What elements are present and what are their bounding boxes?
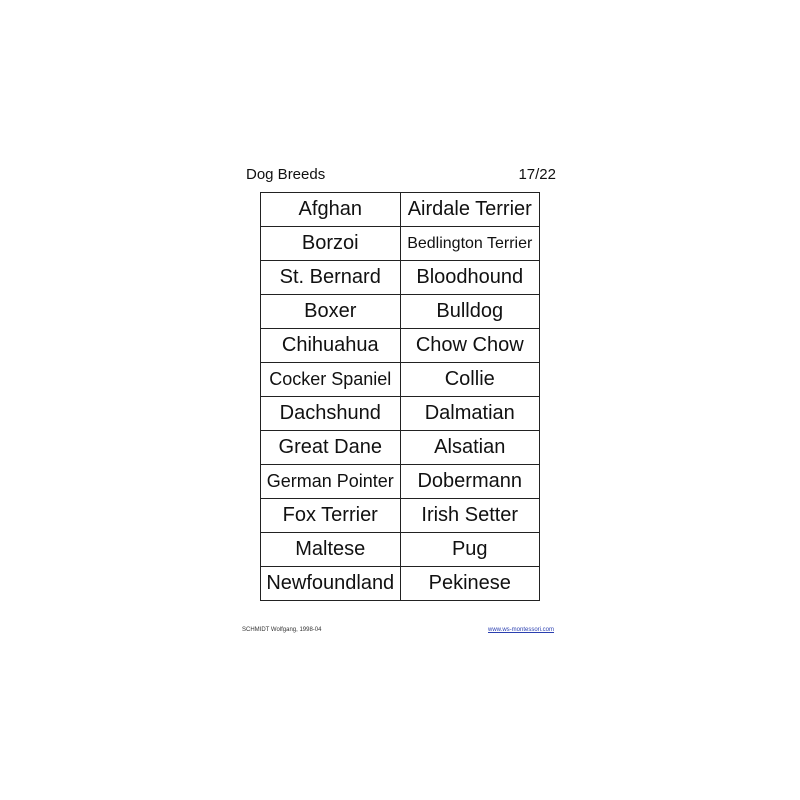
table-row xyxy=(261,363,540,397)
table-row xyxy=(261,465,540,499)
table-cell: Chow Chow xyxy=(400,329,540,363)
table-cell: Boxer xyxy=(261,295,401,329)
table-cell: Dalmatian xyxy=(400,397,540,431)
table-row xyxy=(261,567,540,601)
table-cell: Pekinese xyxy=(400,567,540,601)
table-cell: St. Bernard xyxy=(261,261,401,295)
table-row xyxy=(261,397,540,431)
table-cell: Bedlington Terrier xyxy=(400,227,540,261)
table-cell: Alsatian xyxy=(400,431,540,465)
author-credit: SCHMIDT Wolfgang, 1998-04 xyxy=(242,627,322,633)
table-cell: Dachshund xyxy=(261,397,401,431)
table-cell: Collie xyxy=(400,363,540,397)
table-cell: Maltese xyxy=(261,533,401,567)
table-cell: Chihuahua xyxy=(261,329,401,363)
table-cell: Great Dane xyxy=(261,431,401,465)
website-link[interactable]: www.ws-montessori.com xyxy=(488,627,555,633)
table-row xyxy=(261,329,540,363)
table-cell: Pug xyxy=(400,533,540,567)
table-cell: Borzoi xyxy=(261,227,401,261)
table-cell: Bulldog xyxy=(400,295,540,329)
table-cell: German Pointer xyxy=(261,465,401,499)
table-cell: Irish Setter xyxy=(400,499,540,533)
table-cell: Afghan xyxy=(261,193,401,227)
table-cell: Bloodhound xyxy=(400,261,540,295)
table-cell: Newfoundland xyxy=(261,567,401,601)
table-row xyxy=(261,227,540,261)
table-cell: Fox Terrier xyxy=(261,499,401,533)
dog-breeds-table xyxy=(260,192,540,601)
document-title: Dog Breeds xyxy=(246,166,326,183)
table-row xyxy=(261,499,540,533)
table-row xyxy=(261,295,540,329)
table-row xyxy=(261,193,540,227)
table-cell: Dobermann xyxy=(400,465,540,499)
table-row xyxy=(261,431,540,465)
page-number: 17/22 xyxy=(518,166,556,183)
table-row xyxy=(261,533,540,567)
table-cell: Cocker Spaniel xyxy=(261,363,401,397)
table-cell: Airdale Terrier xyxy=(400,193,540,227)
table-row xyxy=(261,261,540,295)
